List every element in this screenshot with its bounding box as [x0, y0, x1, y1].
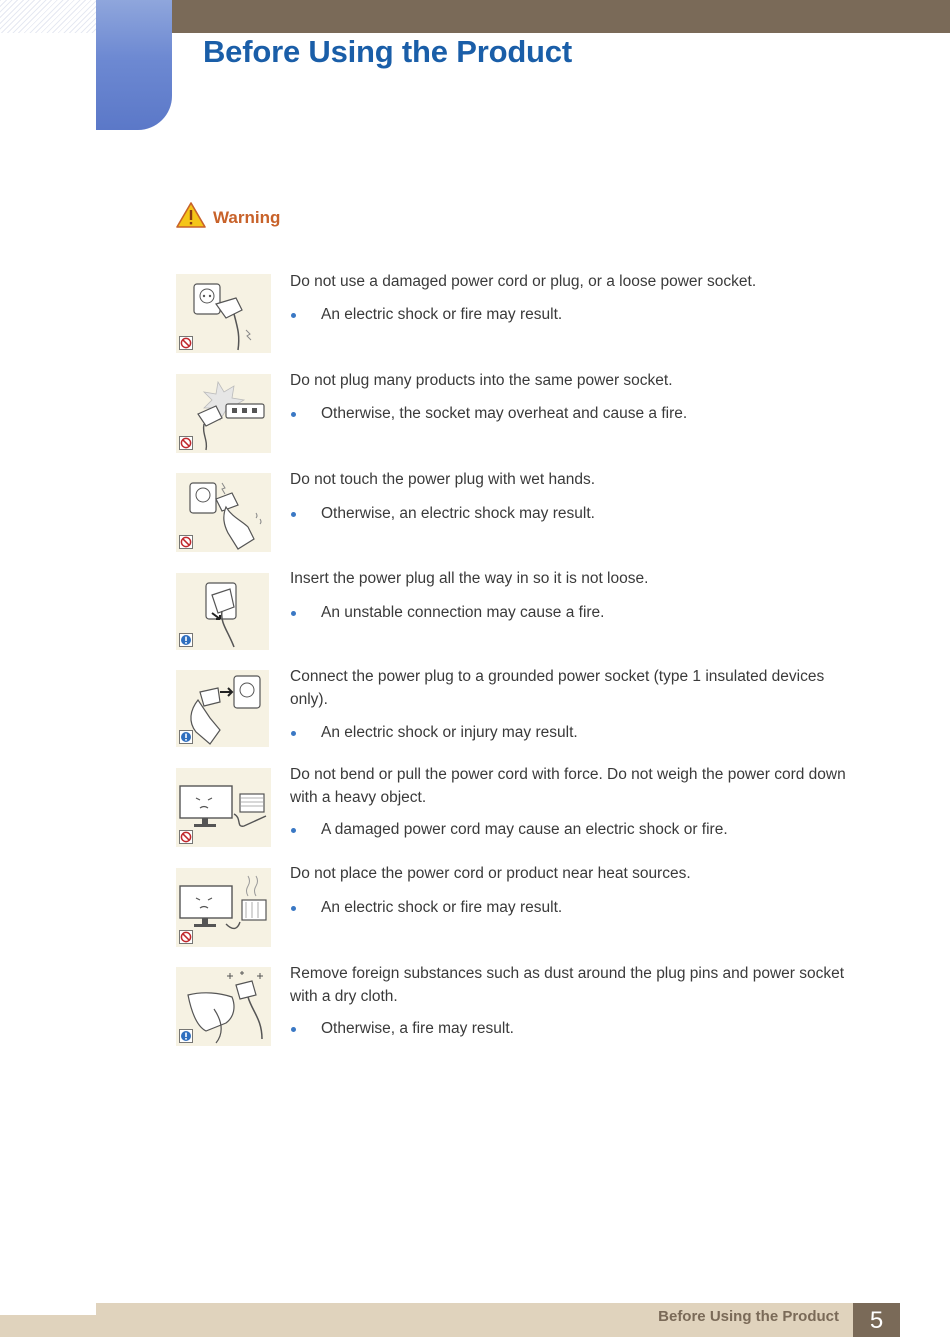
- bullet-dot: [291, 1027, 296, 1032]
- prohibited-icon: [179, 436, 193, 450]
- warning-triangle-icon: [175, 201, 207, 229]
- damaged-cord-illustration: [176, 274, 271, 353]
- heat-source-illustration: [176, 868, 271, 947]
- bullet-text: An unstable connection may cause a fire.: [321, 604, 605, 621]
- item-instruction: Do not touch the power plug with wet hands.: [290, 471, 596, 488]
- header-bar: [172, 0, 950, 33]
- item-instruction: Insert the power plug all the way in so it is not loose.: [290, 570, 649, 587]
- item-instruction: Do not place the power cord or product near heat sources.: [290, 865, 691, 882]
- page-title: Before Using the Product: [203, 34, 572, 69]
- wet-hands-illustration: [176, 473, 271, 552]
- footer-bar: [96, 1303, 853, 1337]
- mandatory-icon: [179, 633, 193, 647]
- header-hatch-pattern: [0, 0, 96, 33]
- footer-left-strip: [0, 1315, 96, 1337]
- item-instruction: Do not bend or pull the power cord with force. Do not weigh the power cord down with a heavy object.: [290, 766, 846, 806]
- page-number: 5: [853, 1303, 900, 1337]
- item-instruction: Do not plug many products into the same power socket.: [290, 372, 673, 389]
- item-instruction: Remove foreign substances such as dust around the plug pins and power socket with a dry cloth.: [290, 965, 845, 1005]
- prohibited-icon: [179, 930, 193, 944]
- footer-title: Before Using the Product: [658, 1308, 839, 1325]
- bullet-dot: [291, 828, 296, 833]
- bullet-text: An electric shock or injury may result.: [321, 724, 578, 741]
- prohibited-icon: [179, 830, 193, 844]
- warning-label: Warning: [213, 208, 281, 227]
- bullet-text: An electric shock or fire may result.: [321, 899, 563, 916]
- prohibited-icon: [179, 336, 193, 350]
- bullet-text: A damaged power cord may cause an electric shock or fire.: [321, 821, 728, 838]
- insert-plug-illustration: [176, 573, 269, 650]
- bullet-dot: [291, 313, 296, 318]
- bullet-dot: [291, 611, 296, 616]
- mandatory-icon: [179, 1029, 193, 1043]
- bullet-dot: [291, 412, 296, 417]
- bullet-dot: [291, 731, 296, 736]
- bullet-text: Otherwise, an electric shock may result.: [321, 505, 595, 522]
- bullet-text: Otherwise, a fire may result.: [321, 1020, 514, 1037]
- bullet-text: An electric shock or fire may result.: [321, 306, 563, 323]
- heavy-object-cord-illustration: [176, 768, 271, 847]
- item-instruction: Connect the power plug to a grounded power socket (type 1 insulated devices only).: [290, 668, 825, 708]
- grounded-socket-illustration: [176, 670, 269, 747]
- bullet-dot: [291, 512, 296, 517]
- power-strip-illustration: [176, 374, 271, 453]
- chapter-tab: [96, 0, 172, 130]
- bullet-text: Otherwise, the socket may overheat and cause a fire.: [321, 405, 688, 422]
- item-instruction: Do not use a damaged power cord or plug, or a loose power socket.: [290, 273, 757, 290]
- mandatory-icon: [179, 730, 193, 744]
- clean-dust-illustration: [176, 967, 271, 1046]
- prohibited-icon: [179, 535, 193, 549]
- bullet-dot: [291, 906, 296, 911]
